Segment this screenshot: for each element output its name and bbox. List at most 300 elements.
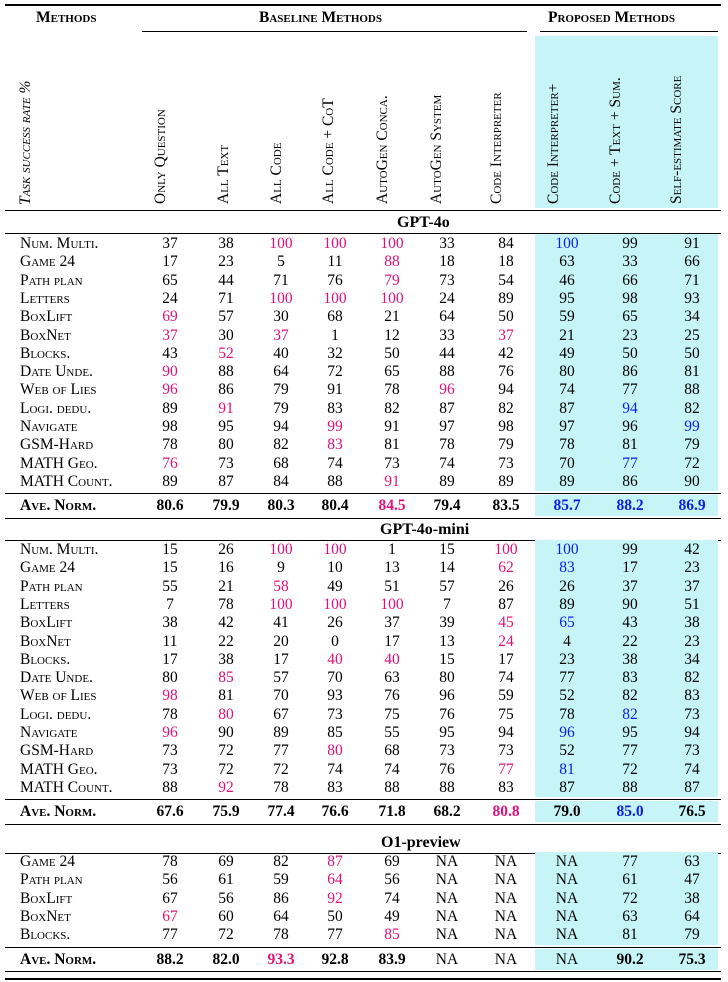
task-label: Navigate bbox=[20, 418, 78, 435]
table-cell: 17 bbox=[384, 632, 400, 650]
table-cell: 72 bbox=[218, 760, 234, 778]
table-cell: 78 bbox=[218, 595, 234, 613]
table-cell: 98 bbox=[162, 687, 178, 705]
table-cell: 38 bbox=[684, 614, 700, 632]
table-cell: 95 bbox=[622, 724, 638, 741]
ave-cell: 86.9 bbox=[678, 497, 706, 515]
ave-cell: 76.6 bbox=[321, 803, 349, 821]
table-cell: 88 bbox=[439, 778, 455, 796]
table-cell: 100 bbox=[323, 235, 347, 252]
table-cell: 100 bbox=[269, 235, 293, 252]
table-cell: 33 bbox=[439, 326, 455, 344]
table-cell: 74 bbox=[327, 760, 343, 778]
table-cell: 89 bbox=[559, 472, 575, 490]
table-cell: 84 bbox=[498, 235, 514, 252]
ave-rule-top bbox=[5, 799, 721, 800]
task-label: Logi. dedu. bbox=[20, 705, 92, 723]
task-label: BoxLift bbox=[20, 889, 73, 907]
column-header-autogen-conca: AutoGen Conca. bbox=[374, 95, 391, 204]
task-label: BoxNet bbox=[20, 632, 71, 650]
table-cell: 17 bbox=[498, 650, 514, 668]
table-cell: 95 bbox=[439, 724, 455, 741]
table-cell: 23 bbox=[684, 632, 700, 650]
table-cell: 83 bbox=[498, 778, 514, 796]
task-label: Logi. dedu. bbox=[20, 399, 92, 417]
table-cell: 58 bbox=[273, 577, 289, 595]
table-cell: 73 bbox=[498, 742, 514, 760]
table-cell: 82 bbox=[684, 399, 700, 417]
table-cell: 88 bbox=[622, 778, 638, 796]
table-cell: 87 bbox=[559, 778, 575, 796]
table-cell: 26 bbox=[327, 614, 343, 632]
ave-rule-bottom bbox=[5, 971, 721, 972]
table-cell: 72 bbox=[218, 742, 234, 760]
task-label: Num. Multi. bbox=[20, 541, 99, 558]
table-cell: 50 bbox=[384, 344, 400, 362]
table-cell: NA bbox=[435, 871, 459, 889]
table-cell: 100 bbox=[380, 235, 404, 252]
table-cell: 24 bbox=[498, 632, 514, 650]
table-cell: 52 bbox=[218, 344, 234, 362]
table-cell: 74 bbox=[327, 454, 343, 472]
table-cell: 83 bbox=[327, 436, 343, 454]
table-cell: 82 bbox=[684, 669, 700, 687]
table-cell: 88 bbox=[384, 253, 400, 271]
table-cell: 76 bbox=[439, 760, 455, 778]
table-cell: 7 bbox=[443, 595, 451, 613]
table-cell: 81 bbox=[684, 363, 700, 381]
task-label: Web of Lies bbox=[20, 381, 97, 399]
task-label: BoxNet bbox=[20, 907, 71, 925]
methods-header: Methods bbox=[36, 9, 97, 26]
table-cell: 50 bbox=[684, 344, 700, 362]
table-cell: 37 bbox=[273, 326, 289, 344]
table-cell: 79 bbox=[498, 436, 514, 454]
section-title: GPT-4o-mini bbox=[380, 521, 470, 538]
ave-cell: 80.3 bbox=[267, 497, 295, 515]
table-cell: 77 bbox=[498, 760, 514, 778]
table-cell: 81 bbox=[559, 760, 575, 778]
header-rule bbox=[5, 210, 721, 211]
ave-cell: 80.8 bbox=[492, 803, 520, 821]
ave-cell: 77.4 bbox=[267, 803, 295, 821]
table-cell: 15 bbox=[439, 541, 455, 558]
table-cell: 38 bbox=[162, 614, 178, 632]
task-label: Game 24 bbox=[20, 253, 76, 271]
table-cell: 38 bbox=[218, 235, 234, 252]
table-cell: 30 bbox=[218, 326, 234, 344]
ave-rule-top bbox=[5, 493, 721, 494]
table-cell: 57 bbox=[439, 577, 455, 595]
table-cell: 92 bbox=[327, 889, 343, 907]
table-cell: 26 bbox=[559, 577, 575, 595]
table-cell: 73 bbox=[439, 271, 455, 289]
table-cell: 63 bbox=[384, 669, 400, 687]
table-cell: 98 bbox=[622, 289, 638, 307]
table-cell: 62 bbox=[498, 559, 514, 577]
table-cell: 83 bbox=[327, 399, 343, 417]
column-header-self-estimate-score: Self-estimate Score bbox=[668, 75, 685, 204]
table-cell: 17 bbox=[622, 559, 638, 577]
table-cell: 80 bbox=[559, 363, 575, 381]
ave-cell: 92.8 bbox=[321, 950, 349, 968]
ave-cell: 90.2 bbox=[616, 950, 644, 968]
table-cell: 100 bbox=[380, 289, 404, 307]
table-cell: 79 bbox=[273, 399, 289, 417]
table-cell: 91 bbox=[327, 381, 343, 399]
table-cell: 64 bbox=[684, 907, 700, 925]
table-cell: 79 bbox=[273, 381, 289, 399]
table-cell: 59 bbox=[273, 871, 289, 889]
table-cell: 66 bbox=[622, 271, 638, 289]
table-cell: 74 bbox=[498, 669, 514, 687]
table-cell: 38 bbox=[218, 650, 234, 668]
table-cell: 81 bbox=[218, 687, 234, 705]
task-label: Num. Multi. bbox=[20, 235, 99, 252]
table-cell: 41 bbox=[273, 614, 289, 632]
table-cell: 87 bbox=[439, 399, 455, 417]
table-cell: 13 bbox=[439, 632, 455, 650]
table-cell: 12 bbox=[384, 326, 400, 344]
table-cell: 78 bbox=[384, 381, 400, 399]
table-cell: 90 bbox=[162, 363, 178, 381]
table-cell: 72 bbox=[622, 889, 638, 907]
table-cell: 89 bbox=[498, 472, 514, 490]
table-cell: 33 bbox=[622, 253, 638, 271]
table-cell: 77 bbox=[622, 853, 638, 870]
table-cell: 64 bbox=[273, 363, 289, 381]
table-cell: 13 bbox=[384, 559, 400, 577]
table-cell: 21 bbox=[559, 326, 575, 344]
table-cell: 73 bbox=[162, 742, 178, 760]
table-cell: 77 bbox=[559, 669, 575, 687]
table-cell: 18 bbox=[498, 253, 514, 271]
ave-cell: 79.0 bbox=[553, 803, 581, 821]
table-cell: 22 bbox=[622, 632, 638, 650]
table-cell: 96 bbox=[162, 724, 178, 741]
task-label: Game 24 bbox=[20, 853, 76, 870]
table-cell: 4 bbox=[563, 632, 571, 650]
ave-cell: 80.4 bbox=[321, 497, 349, 515]
table-cell: 69 bbox=[218, 853, 234, 870]
top-rule bbox=[5, 4, 721, 6]
table-cell: 89 bbox=[498, 289, 514, 307]
ave-cell: 83.9 bbox=[378, 950, 406, 968]
table-cell: 24 bbox=[439, 289, 455, 307]
table-cell: 79 bbox=[384, 271, 400, 289]
table-cell: 78 bbox=[162, 436, 178, 454]
table-cell: 78 bbox=[559, 705, 575, 723]
table-cell: 82 bbox=[273, 853, 289, 870]
table-cell: 86 bbox=[622, 472, 638, 490]
table-cell: 95 bbox=[559, 289, 575, 307]
table-cell: 83 bbox=[684, 687, 700, 705]
table-cell: 37 bbox=[622, 577, 638, 595]
table-cell: 70 bbox=[327, 669, 343, 687]
table-cell: 51 bbox=[384, 577, 400, 595]
table-cell: 70 bbox=[273, 687, 289, 705]
table-cell: 99 bbox=[622, 541, 638, 558]
table-cell: 87 bbox=[498, 595, 514, 613]
table-cell: 69 bbox=[384, 853, 400, 870]
table-cell: 56 bbox=[162, 871, 178, 889]
table-cell: 73 bbox=[439, 742, 455, 760]
table-cell: 74 bbox=[684, 760, 700, 778]
table-cell: 57 bbox=[273, 669, 289, 687]
table-cell: 70 bbox=[559, 454, 575, 472]
table-cell: 77 bbox=[622, 454, 638, 472]
table-cell: 93 bbox=[327, 687, 343, 705]
table-cell: 59 bbox=[498, 687, 514, 705]
table-cell: 10 bbox=[327, 559, 343, 577]
table-cell: 26 bbox=[498, 577, 514, 595]
table-cell: 40 bbox=[273, 344, 289, 362]
ave-cell: 84.5 bbox=[378, 497, 406, 515]
table-cell: 82 bbox=[498, 399, 514, 417]
table-cell: 94 bbox=[622, 399, 638, 417]
table-cell: 89 bbox=[559, 595, 575, 613]
table-cell: 68 bbox=[384, 742, 400, 760]
ave-rule-bottom bbox=[5, 824, 721, 825]
table-cell: 85 bbox=[384, 926, 400, 944]
table-cell: 7 bbox=[166, 595, 174, 613]
table-cell: 79 bbox=[684, 436, 700, 454]
baseline-underline bbox=[142, 31, 527, 32]
table-cell: 78 bbox=[273, 778, 289, 796]
ave-cell: 85.7 bbox=[553, 497, 581, 515]
table-cell: NA bbox=[435, 907, 459, 925]
task-label: Blocks. bbox=[20, 650, 71, 668]
ave-cell: 79.4 bbox=[433, 497, 461, 515]
table-cell: 68 bbox=[273, 454, 289, 472]
table-cell: 93 bbox=[684, 289, 700, 307]
table-cell: 98 bbox=[498, 418, 514, 435]
table-cell: 63 bbox=[684, 853, 700, 870]
table-cell: NA bbox=[494, 889, 518, 907]
column-header-all-code: All Code bbox=[268, 142, 285, 204]
table-cell: 80 bbox=[218, 705, 234, 723]
ave-norm-label: Ave. Norm. bbox=[20, 497, 97, 515]
table-cell: 86 bbox=[273, 889, 289, 907]
table-cell: 82 bbox=[622, 705, 638, 723]
table-cell: 74 bbox=[559, 381, 575, 399]
table-cell: 55 bbox=[162, 577, 178, 595]
table-cell: 90 bbox=[684, 472, 700, 490]
table-cell: 88 bbox=[439, 363, 455, 381]
table-cell: 34 bbox=[684, 650, 700, 668]
table-cell: 96 bbox=[622, 418, 638, 435]
table-cell: 100 bbox=[323, 289, 347, 307]
table-cell: 100 bbox=[555, 541, 579, 558]
table-cell: 59 bbox=[559, 308, 575, 326]
table-cell: 23 bbox=[684, 559, 700, 577]
column-header-code-interpreter: Code Interpreter+ bbox=[545, 83, 562, 204]
table-cell: 25 bbox=[684, 326, 700, 344]
ave-rule-top bbox=[5, 947, 721, 948]
table-cell: 97 bbox=[439, 418, 455, 435]
table-cell: 73 bbox=[684, 742, 700, 760]
table-cell: 54 bbox=[498, 271, 514, 289]
table-cell: 88 bbox=[384, 778, 400, 796]
table-cell: 17 bbox=[273, 650, 289, 668]
table-cell: 88 bbox=[162, 778, 178, 796]
table-cell: 50 bbox=[498, 308, 514, 326]
ave-cell: 67.6 bbox=[156, 803, 184, 821]
task-label: BoxLift bbox=[20, 614, 73, 632]
table-cell: 72 bbox=[622, 760, 638, 778]
table-cell: NA bbox=[555, 871, 579, 889]
table-cell: 61 bbox=[218, 871, 234, 889]
table-cell: 64 bbox=[439, 308, 455, 326]
table-cell: 17 bbox=[162, 650, 178, 668]
table-cell: 37 bbox=[162, 326, 178, 344]
table-cell: 65 bbox=[622, 308, 638, 326]
table-cell: 0 bbox=[331, 632, 339, 650]
table-cell: 76 bbox=[327, 271, 343, 289]
table-cell: 23 bbox=[622, 326, 638, 344]
table-cell: 79 bbox=[684, 926, 700, 944]
table-cell: 77 bbox=[162, 926, 178, 944]
column-header-code-interpreter: Code Interpreter bbox=[488, 92, 505, 204]
task-label: GSM-Hard bbox=[20, 742, 94, 760]
ave-cell: 71.8 bbox=[378, 803, 406, 821]
table-cell: 38 bbox=[622, 650, 638, 668]
table-cell: 86 bbox=[218, 381, 234, 399]
table-cell: 66 bbox=[684, 253, 700, 271]
ave-cell: 75.3 bbox=[678, 950, 706, 968]
table-cell: 37 bbox=[384, 614, 400, 632]
table-cell: 94 bbox=[498, 724, 514, 741]
table-cell: 88 bbox=[327, 472, 343, 490]
table-cell: 11 bbox=[327, 253, 343, 271]
table-cell: 96 bbox=[439, 381, 455, 399]
table-cell: 72 bbox=[218, 926, 234, 944]
task-label: Date Unde. bbox=[20, 363, 93, 381]
table-cell: 34 bbox=[684, 308, 700, 326]
table-cell: 63 bbox=[559, 253, 575, 271]
table-cell: 42 bbox=[218, 614, 234, 632]
table-cell: 99 bbox=[327, 418, 343, 435]
table-cell: 61 bbox=[622, 871, 638, 889]
task-label: MATH Count. bbox=[20, 778, 113, 796]
table-cell: NA bbox=[435, 853, 459, 870]
table-cell: 96 bbox=[439, 687, 455, 705]
table-cell: 84 bbox=[273, 472, 289, 490]
table-cell: 73 bbox=[162, 760, 178, 778]
table-cell: 100 bbox=[269, 541, 293, 558]
table-cell: 63 bbox=[622, 907, 638, 925]
table-cell: 88 bbox=[218, 363, 234, 381]
table-cell: 83 bbox=[327, 778, 343, 796]
baseline-header: Baseline Methods bbox=[259, 9, 382, 26]
table-cell: 80 bbox=[327, 742, 343, 760]
task-label: Letters bbox=[20, 595, 70, 613]
table-cell: NA bbox=[555, 926, 579, 944]
table-cell: 92 bbox=[218, 778, 234, 796]
table-cell: 81 bbox=[622, 436, 638, 454]
table-cell: 83 bbox=[622, 669, 638, 687]
table-cell: 78 bbox=[162, 705, 178, 723]
table-cell: 100 bbox=[555, 235, 579, 252]
table-cell: 46 bbox=[559, 271, 575, 289]
table-cell: 80 bbox=[439, 669, 455, 687]
table-cell: 100 bbox=[323, 541, 347, 558]
table-cell: 88 bbox=[684, 381, 700, 399]
table-cell: 39 bbox=[439, 614, 455, 632]
table-cell: 64 bbox=[327, 871, 343, 889]
table-cell: 76 bbox=[162, 454, 178, 472]
table-cell: NA bbox=[555, 907, 579, 925]
ave-cell: 82.0 bbox=[212, 950, 240, 968]
ave-cell: 88.2 bbox=[616, 497, 644, 515]
table-cell: 85 bbox=[327, 724, 343, 741]
table-cell: 89 bbox=[439, 472, 455, 490]
table-cell: 26 bbox=[218, 541, 234, 558]
table-cell: 15 bbox=[162, 559, 178, 577]
table-cell: 69 bbox=[162, 308, 178, 326]
column-header-all-code-cot: All Code + CoT bbox=[320, 98, 337, 204]
table-cell: 99 bbox=[622, 235, 638, 252]
table-cell: 71 bbox=[684, 271, 700, 289]
table-cell: 47 bbox=[684, 871, 700, 889]
column-header-only-question: Only Question bbox=[152, 109, 169, 204]
table-cell: 73 bbox=[684, 705, 700, 723]
task-label: MATH Geo. bbox=[20, 454, 98, 472]
table-cell: NA bbox=[494, 871, 518, 889]
table-cell: 72 bbox=[273, 760, 289, 778]
table-cell: 67 bbox=[162, 889, 178, 907]
table-cell: 96 bbox=[162, 381, 178, 399]
table-cell: 76 bbox=[498, 363, 514, 381]
table-cell: 78 bbox=[273, 926, 289, 944]
table-cell: NA bbox=[555, 889, 579, 907]
table-cell: 100 bbox=[494, 541, 518, 558]
table-cell: 77 bbox=[622, 381, 638, 399]
table-cell: 15 bbox=[439, 650, 455, 668]
table-cell: 89 bbox=[273, 724, 289, 741]
table-cell: 73 bbox=[327, 705, 343, 723]
table-cell: 56 bbox=[218, 889, 234, 907]
table-cell: 33 bbox=[439, 235, 455, 252]
table-cell: 37 bbox=[498, 326, 514, 344]
table-cell: 9 bbox=[277, 559, 285, 577]
table-cell: 38 bbox=[684, 889, 700, 907]
table-cell: NA bbox=[555, 853, 579, 870]
table-cell: 91 bbox=[684, 235, 700, 252]
ave-cell: 68.2 bbox=[433, 803, 461, 821]
table-cell: 21 bbox=[218, 577, 234, 595]
task-label: Path plan bbox=[20, 577, 83, 595]
ave-cell: NA bbox=[494, 950, 518, 968]
task-label: BoxLift bbox=[20, 308, 73, 326]
table-cell: 49 bbox=[384, 907, 400, 925]
table-cell: 37 bbox=[162, 235, 178, 252]
table-cell: 40 bbox=[384, 650, 400, 668]
table-cell: 82 bbox=[622, 687, 638, 705]
table-cell: 1 bbox=[331, 326, 339, 344]
column-header-all-text: All Text bbox=[215, 144, 232, 204]
ave-cell: NA bbox=[435, 950, 459, 968]
table-cell: 32 bbox=[327, 344, 343, 362]
table-cell: 49 bbox=[327, 577, 343, 595]
table-cell: 94 bbox=[498, 381, 514, 399]
table-cell: 80 bbox=[218, 436, 234, 454]
table-cell: 97 bbox=[559, 418, 575, 435]
table-cell: 100 bbox=[269, 289, 293, 307]
table-cell: 51 bbox=[684, 595, 700, 613]
table-cell: 24 bbox=[162, 289, 178, 307]
table-cell: 21 bbox=[384, 308, 400, 326]
